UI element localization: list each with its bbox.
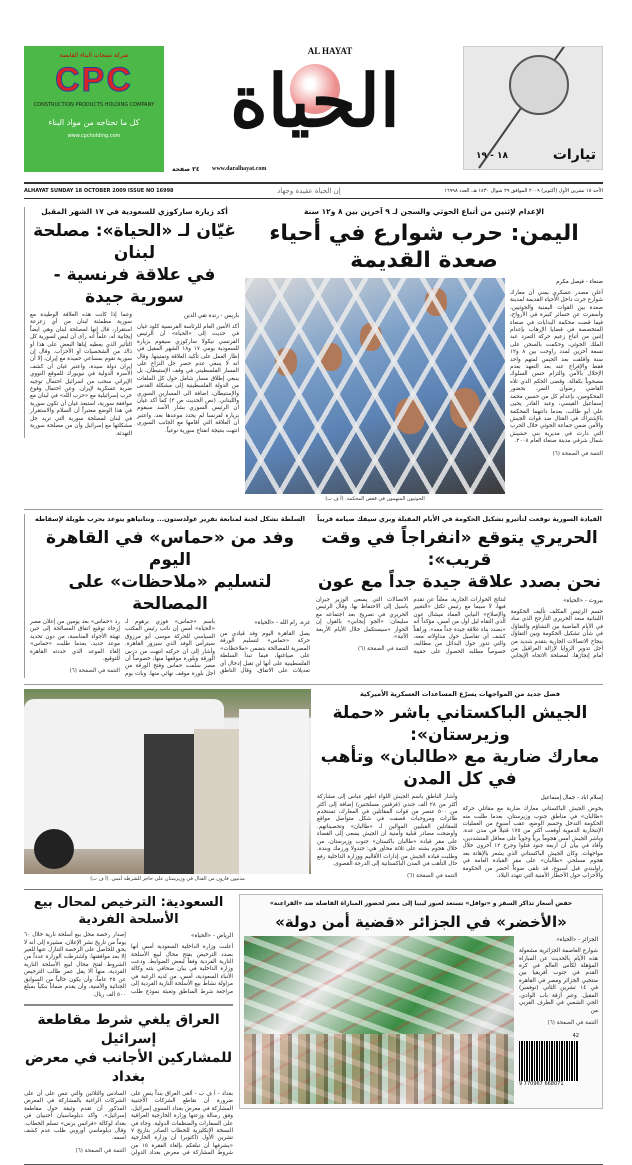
cartoon-years: ١٨ - ١٩ (476, 151, 509, 161)
yemen-photo (245, 278, 505, 494)
ad-brand-logo: CPC (55, 61, 133, 99)
article-body: شوارع العاصمة الجزائرية مشغولة هذه الأيام بالحديث عن المباراة المؤهلة لكأس العالم في كرة القدم في جنوب أفريقيا بين منتخبي الجزائر ومصر في القاهرة في ١٤ تشرين الثاني (نوفمبر) المقبل. وعبر أزقة باب الوادي، الحي الشعبي في الطرف الغربي من (519, 948, 598, 1014)
headline-line: الجيش الباكستاني باشر «حملة وزيرستان»: (332, 703, 588, 746)
divider (24, 182, 603, 184)
ad-slogan: كل ما تحتاجه من مواد البناء (48, 118, 140, 127)
headline-line: غيّان لـ «الحياة»: مصلحة لبنان (33, 221, 236, 263)
continued-link[interactable]: التتمة في الصفحة (٦) (552, 450, 603, 457)
algeria-headline[interactable]: «الأخضر» في الجزائر «قضية أمن دولة» (275, 913, 567, 932)
yemen-article (510, 278, 603, 458)
barcode (519, 1041, 579, 1081)
latin-name: AL HAYAT (307, 46, 353, 56)
article-body: بغداد - أ ف ب - ألغى العراق بنداً ينص على ضرورة أن تقاطع الشركات الأجنبية المشاركة في معرض بغداد السنوي إسرائيل، وفق رسالة وزعتها وزارة الخارجية العراقية على السفارات والمنظمات الدولية. وجاء في النسخة الإنكليزية للخطاب الصادر بتاريخ ٧ تشرين الأول (أكتوبر) أن وزارة الخارجية «يشرفها أن تبلغكم بإلغاء الفقرة ١٥ من شروط المشاركة في معرض بغداد الدولي السادس والثلاثين والتي تنص على أن على الشركات الراغبة بالمشاركة في المعرض المذكور أن تقدم وثيقة حول مقاطعة إسرائيل». وأكد دبلوماسيان أجنبيان في بغداد لوكالة «فرانس برس» تسلم الخطاب. وقال دبلوماسي أوروبي طلب عدم كشف اسمه. (24, 1090, 233, 1157)
algeria-article (519, 936, 598, 1088)
dateline-arabic: الأحد ١٨ تشرين الأول (أكتوبر) ٢٠٠٩ الموافق ٢٩ شوال ١٤٣٠ هـ. العدد ١٦٩٩٨ (444, 188, 603, 194)
continued-link[interactable]: التتمة في الصفحة (٦) (407, 873, 458, 880)
hamas-article (30, 619, 310, 678)
article-body: أعلن مصدر عسكري يمني أن معارك شوارع جرت داخل الأحياء القديمة لمدينة صعدة بين القوات اليمنية والحوثيين، وأسفرت عن خسائر كبيرة في الأرواح، فيما قضت محكمة البدايات في صنعاء المتخصصة في قضايا الإرهاب بإعدام إثنين من أتباع زعيم حركة التمرد عبد الملك الحوثي، وحكمت بالسجن على تسعة آخرين لمدد راوحت بين ٨ و١٢ سنة وأقلقت بعد الحبس لمتهم واحد فقط والإفراج عنه بعد التعهد بعدم الإخلال بالأمن والتزام حسن السلوك مصحوباً بكفالة. وقضى الحكم الذي تلاه القاضي رضوان النمر، بحضور المحكومين، بإعدام كل من حسين محمد إسماعيل القيسي، وعبد القادر يحيى علي أبو طالب، بعدما دانتهما المحكمة بالإشتراك في القتال ضد قوات الجيش والأمن ضمن جماعة الحوثي خلال الحرب التي دارت في مديرية بني حشيش شمال شرقي مدينة صنعاء العام ٢٠٠٨. (510, 290, 604, 445)
iraq-headline[interactable] (24, 1011, 233, 1087)
bottom-row (24, 890, 603, 1164)
saudi-headline[interactable]: السعودية: الترخيص لمحال بيع الأسلحة الفردية (33, 895, 224, 928)
website-link[interactable]: www.daralhayat.com (212, 166, 267, 172)
headline-line: وفد من «حماس» في القاهرة اليوم (45, 528, 295, 570)
headline-line: معارك ضارية مع «طالبان» وتأهب في كل المدن (320, 747, 600, 790)
hariri-kicker: القيادة السورية توقعت لتأثيرو تشكيل الحكومة في الأيام المقبلة وبري سيفك صيامه قريباً (317, 515, 602, 523)
page-count: ٣٤ صفحة (172, 166, 200, 173)
divider (24, 198, 603, 199)
headline-line: الحريري يتوقع «انفراجاً في وقت قريب»: (321, 528, 598, 570)
continued-link[interactable]: التتمة في الصفحة (٦) (357, 646, 409, 653)
hamas-headline[interactable] (30, 527, 310, 615)
byline: إسلام اباد - جمال إسماعيل (540, 795, 603, 802)
headline-line: العراق يلغي شرط مقاطعة إسرائيل (37, 1011, 220, 1047)
continued-link[interactable]: التتمة في الصفحة (٦) (547, 1019, 598, 1026)
article-body: يخوض الجيش الباكستاني معارك ضارية مع مقاتلي حركة «طالبان» في مناطق جنوب وزيرستان، بعدما طلبت منه الحكومة التدخل وحسم الوضع، عقب أسبوع من العمليات الإنتحارية الدموية أوقعت أكثر من ١٧٥ قتيلاً في مدن عدة. وباشر الجيش أمس هجوماً برياً وجوياً على معاقل المتشددين، وأفاد في بيان أن أربعة جنود قتلوا وجرح ١٢ آخرون خلال مواجهات. وكان الجيش الباكستاني الذي يشعر بالإهانة بعد هجوم مسلحي «طالبان» على مقر القيادة العامة في راولبندي قبل أسبوع، قد تلقى ضوءاً أخضر من الحكومة والأحزاب حول الأخطار الأمنية التي تتهدد البلاد. (462, 806, 603, 879)
byline: الجزائر - «الحياة» (556, 937, 598, 944)
barcode-issue: 42 (572, 1032, 579, 1039)
dateline-english: ALHAYAT SUNDAY 18 OCTOBER 2009 ISSUE NO 16998 (24, 188, 174, 194)
ad-company-name: CONSTRUCTION PRODUCTS HOLDING COMPANY (33, 102, 155, 108)
cartoon-title: تيارات (552, 147, 596, 163)
barcode-number: 9 770967 668071 (519, 1080, 564, 1087)
lebanon-story (24, 207, 239, 438)
algeria-box (239, 894, 603, 1109)
yemen-story (245, 207, 603, 503)
pakistan-photo (24, 689, 311, 874)
dateline (24, 187, 603, 195)
article-body: وأشار الناطق باسم الجيش اللواء اطهر عباس إلى مشاركة أكثر من ٢٨ ألف جندي (فرقتين مسلحتين) إضافة إلى أكثر من ٥٠٠ عنصر من قوات المقاتلين في المعارك، تستخدم طائرات ومروحيات قصفت في شكل متواصل مواقع للمقاتلين القبليين الموالين لـ «طالبان» وتحصيناتهم. وأوضحت مصادر قبلية وأمنية أن الجيش يسعى إلى القضاء على مقر قيادة «طالبان باكستان» جنوب وزيرستان، من خلال هجوم يشنه على ثلاثة محاور هي: جندولا ورزمك وبندة. وطلبت قيادة الجيش من إدارات الأقاليم ووزارة الداخلية رفع حال التأهب في المدن الباكستانية إلى الدرجة القصوى. (317, 794, 458, 867)
algeria-kicker: خفض أسعار تذاكر السفر و «توافل» تستعد لعبور ليبيا إلى مصر لحضور المباراة الفاصلة ضد «الفراعنة» (269, 900, 573, 908)
saudi-article (24, 932, 233, 999)
lebanon-headline[interactable] (30, 220, 239, 308)
article-body: أعلنت وزارة الداخلية السعودية أمس أنها بصدد الترخيص بفتح محال لبيع الأسلحة النارية الفردية وفقاً لبعض الضوابط. ودعت وزارة الداخلية في بيان صحافي بثته وكالة الأنباء السعودية، أمس، من لديه الرغبة في مزاولة نشاط بيع الأسلحة النارية الفردية إلى مراجعة شرط المناطق وتعبئة نموذج طلب إصدار رخصة محل بيع أسلحة نارية خلال ٦٠ يوماً من تاريخ نشر الإعلان، مشيرة إلى أنه لا يحق للحاصل على الرخصة التنازل عنها للغير إلا بعد موافقتها. واشترطت الوزارة عدداً من الشروط لفتح محال لبيع الأسلحة النارية الفردية، منها ألا يقل عمر طالب الترخيص عن ٢٥ عاماً، وأن يكون خالياً من السوابق الجنائية والأمنية، وأن يقدم ضماناً بنكياً بمبلغ ٥٠٠ ألف ريال. (24, 932, 233, 998)
byline: الرياض - «الحياة» (191, 933, 233, 940)
arabic-name: الحياة (230, 58, 400, 143)
article-body: وعما إذا كانت هذه العلاقة الوطيدة مع سورية مطمئنة لبنان من أي زعزعة استقرار، قال إنها لمصلحة لبنان وهي ايضاً إيجابية له، علماً انه رأى أن ليس لسورية كل التأثير الذي يعطيه إياها البعض على هذا أو ذاك من الشخصيات أو الأحزاب. وقال إن سورية تقوم بمساعي حميدة مع إيران، إلا أن إيران دولة سيدة، واعتبر غيان أن كشف الأسرة الدولية في نيويورك للموقع النووي الإيراني سحب من اسرائيل احتمال توجيه ضربة عسكرية لإيران. وعن احتمال وقوع حرب إسرائيلية مع «حزب الله» في لبنان مع موافقة سورية، استبعد غيان أن تكون سورية في هذا الوضع معتبراً أن السلام والاستقرار في لبنان لمصلحة سورية التي تريد حل مشكلتها مع إسرائيل وأن من مصلحة سورية التهدئة. (30, 312, 132, 437)
cartoon-coin-icon (509, 55, 569, 115)
second-stories-row (24, 510, 603, 685)
headline-line: لتسليم «ملاحظات» على المصالحة (68, 572, 272, 614)
hamas-story (24, 514, 310, 678)
byline: صنعاء - فيصل مكرم (556, 279, 603, 285)
yemen-kicker: الإعدام لإثنين من أتباع الحوثي والسجن لـ ٩ آخرين بين ٨ و١٢ سنة (304, 207, 544, 216)
front-page-content (24, 203, 603, 1165)
continued-link[interactable]: التتمة في الصفحة (٦) (75, 1147, 126, 1154)
byline: غزة، رام الله - «الحياة» (254, 620, 310, 626)
pakistan-photo-caption: مدنيون فارون من القتال في وزيرستان على حاجز للشرطة أمس. (أ ف ب) (90, 876, 245, 883)
hariri-article (316, 597, 603, 661)
pakistan-row (24, 685, 603, 890)
iraq-article (24, 1091, 233, 1158)
hariri-headline[interactable] (316, 527, 603, 593)
lebanon-article (30, 312, 239, 438)
article-body: حسم الرئيس المكلف تأليف الحكومة اللبنانية سعد الحريري التأرجح الذي ساد في الأيام الماضية بين التشاؤم والتفاؤل في شأن تشكيل الحكومة وبين التفاؤل بنجاح الاتصالات الجارية بتقدم شديد من أجل تدوير الزوايا لإزالة العراقيل من أمام إنجازها، لمصلحة الاتجاه الإيجابي لنتائج الحوارات الجارية، معلناً عن تقدم فيها، لا سيما مع رئيس تكتل «التغيير والإصلاح» النيابي العماد ميشال عون الذي التقاه ليل أول من أمس، مؤكداً انه «بصدد بناء علاقة جيدة جداً معه». وراهناً كشف أي تفاصيل حول مداولاته معه، والتي تدور حول البدائل من مطالبه، خصوصاً مطلبه الحصول على حقيبة الاتصالات التي يسعى الوزير جبران باسيل إلى الاحتفاظ بها. وقال الرئيس الحريري في تصريح بعد اجتماعه مع سليمان: «الجو إيجابي» بالقول إن الحوار «سيستكمل خلال الأيام الأربعة الآتية». (316, 597, 603, 660)
pakistan-photo-block (24, 689, 311, 883)
hariri-story (316, 514, 603, 661)
byline: بيروت - «الحياة» (563, 598, 603, 604)
pakistan-article (317, 794, 603, 882)
yemen-photo-caption: الحوثيون المتهمون في قفص المحكمة. (أ ف ب) (325, 496, 425, 502)
top-stories-row (24, 203, 603, 510)
algeria-fans-photo (244, 936, 514, 1104)
pakistan-headline[interactable] (317, 702, 603, 790)
hamas-kicker: السلطة تشكل لجنة لمتابعة تقرير غولدستون... ونتانياهو يتوعد بحرب طويلة لإسقاطه (35, 515, 305, 523)
divider (24, 1004, 233, 1006)
continued-link[interactable]: التتمة في الصفحة (٦) (69, 668, 120, 675)
article-body: أكد الأمين العام للرئاسة الفرنسية كلود غيان في حديث إلى «الحياة» أن الرئيس الفرنسي نيكولا ساركوزي سيقوم بزيارة للسعودية يومي ١٧ و١٨ الشهر المقبل في إطار العمل على تأكيد العلاقة وتمتينها. وقال انه لا ينبغي عدم حصر حل النزاع على المسار الفلسطيني في وقف الإستيطان، بل ينبغي إطلاق مسار شامل حول كل الملفات من الدولة الفلسطينية إلى مشكلة القدس والإستيطان، اضافة الى المسارين السوري واللبناني. (نص الحديث ص ٣) كما أكد غيان أن الرئيس السوري بشار الأسد سيقوم بزيارة لفرنسا لم يحدد موعدها بعد، واعتبر أن العلاقة التي أقامها مع الجانب السوري انتهت بنتيجة انفتاح سورية نوعياً. (137, 324, 240, 434)
pakistan-kicker: فصل جديد من المواجهات يسرّع المساعدات العسكرية الأميركية (360, 690, 560, 699)
lebanon-kicker: أكد زيارة ساركوزي للسعودية في ١٧ الشهر المقبل (41, 207, 228, 216)
cartoon (463, 46, 603, 170)
saudi-iraq-column (24, 894, 233, 1157)
headline-line: نحن بصدد علاقة جيدة جداً مع عون (318, 572, 601, 592)
ad-top-line: شركة منتجات البناء القابضة (59, 52, 129, 59)
cpc-advertisement[interactable] (24, 46, 164, 172)
headline-line: في علاقة فرنسية - سورية جيدة (53, 265, 216, 307)
article-body: يصل القاهرة اليوم وفد قيادي من حركة «حماس» لتسليم الورقة المصرية للمصالحة بتضمن «ملاحظات» على صياغتها، فيما تبدأ السلطة الفلسطينية على أنها لن تقبل إدخال أي تعديلات على الاتفاق. وقال الناطق باسم «حماس» فوزي برهوم لـ «الحياة» أمس إن نائب رئيس المكتب السياسي للحركة موسى أبو مرزوق سيترأس الوفد الذي سيزور القاهرة. وأشار إلى أن حركته انتهت من درس الورقة وبلورة موقفها منها، خصوصاً أن مصر سلمت حماس وفتح الورقة من أجل بلورة موقف نهائي منها. وبات يوم رد «حماس» بعد يومين من إعلان مصر إرجاء توقيع اتفاق المصالحة إلى حين تهيئة الأجواء المناسبة، من دون تحديد موعد جديد، بعدما طلبت «حماس» إلغاء الموعد الذي حددته القاهرة للتوقيع. (30, 619, 310, 677)
pakistan-story (317, 689, 603, 882)
ad-url: www.cpcholding.com (67, 133, 121, 139)
headline-line: للمشاركين الأجانب في معرض بغداد (24, 1049, 233, 1085)
newspaper-logo (195, 46, 435, 171)
motto: إن الحياة عقيدة وجهاد (277, 187, 341, 195)
yemen-headline[interactable]: اليمن: حرب شوارع في أحياء صعدة القديمة (269, 221, 579, 273)
byline: باريس - رندة تقي الدين (184, 313, 239, 319)
